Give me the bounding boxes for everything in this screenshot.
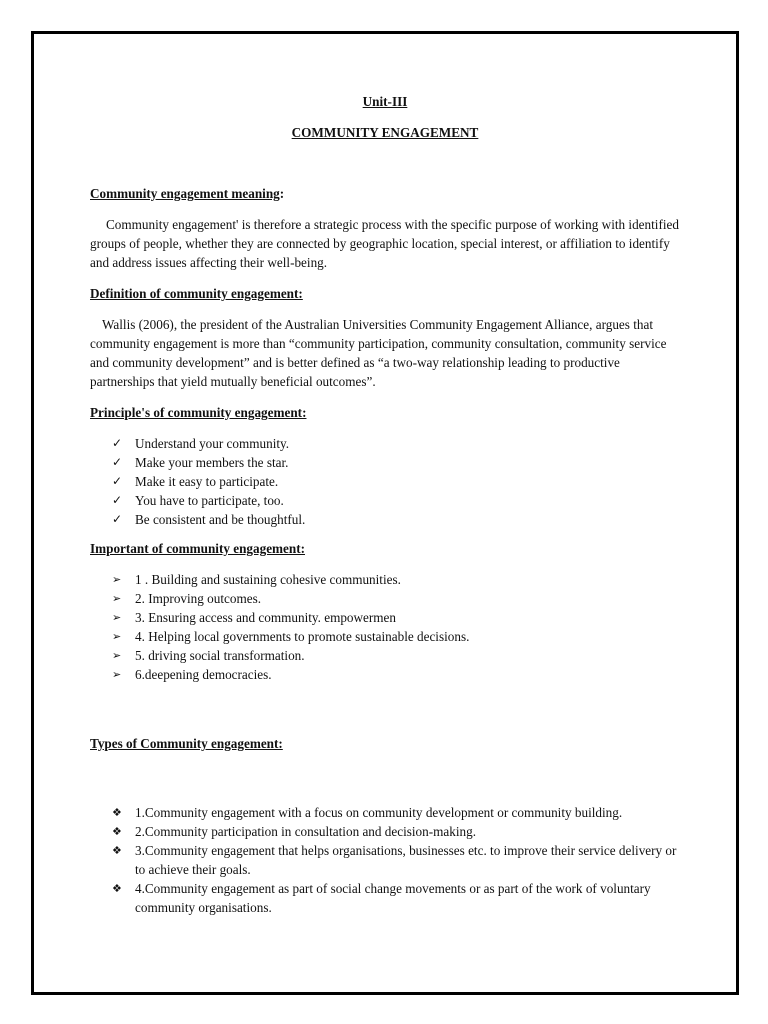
arrow-bullet-icon: ➢ (112, 630, 122, 643)
definition-heading (90, 284, 680, 303)
list-item (90, 822, 680, 841)
list-item-text: Make your members the star. (135, 455, 289, 470)
definition-paragraph: Wallis (2006), the president of the Australian Universities Community Engagement Alliance, argues that community engagement is more than “community participation, community consultation, community service and community development” and is better defined as “a two-way relationship leading to productive partnerships that yield mutually beneficial outcomes”. (90, 317, 667, 389)
list-item (90, 453, 680, 472)
list-item (90, 841, 680, 879)
list-item-text: 4.Community engagement as part of social change movements or as part of the work of voluntary community organisations. (135, 881, 651, 915)
types-heading-text: Types of Community engagement: (90, 736, 283, 751)
list-item-text: 2. Improving outcomes. (135, 591, 261, 606)
unit-heading: Unit-III (362, 94, 408, 109)
meaning-heading-colon: : (279, 186, 285, 201)
list-item (90, 434, 680, 453)
meaning-heading-text: Community engagement meaning (90, 186, 280, 201)
check-icon: ✓ (112, 436, 123, 450)
list-item-text: 5. driving social transformation. (135, 648, 305, 663)
check-icon: ✓ (112, 493, 123, 507)
principles-heading (90, 403, 680, 422)
list-item-text: 4. Helping local governments to promote sustainable decisions. (135, 629, 470, 644)
list-item (90, 589, 680, 608)
list-item-text: 1 . Building and sustaining cohesive communities. (135, 572, 401, 587)
importance-list (90, 570, 680, 684)
arrow-bullet-icon: ➢ (112, 592, 122, 605)
types-heading (90, 734, 680, 753)
diamond-bullet-icon: ❖ (112, 882, 122, 895)
diamond-bullet-icon: ❖ (112, 806, 122, 819)
meaning-paragraph: Community engagement' is therefore a strategic process with the specific purpose of working with identified groups of people, whether they are connected by geographic location, special interest, or affiliation to identify and address issues affecting their well-being. (90, 217, 679, 270)
list-item-text: 3.Community engagement that helps organisations, businesses etc. to improve their service delivery or to achieve their goals. (135, 843, 677, 877)
types-list (90, 803, 680, 917)
document-body (90, 92, 680, 927)
list-item (90, 570, 680, 589)
check-icon: ✓ (112, 474, 123, 488)
arrow-bullet-icon: ➢ (112, 649, 122, 662)
spacer (90, 694, 680, 734)
list-item (90, 627, 680, 646)
meaning-heading (90, 184, 680, 203)
check-icon: ✓ (112, 455, 123, 469)
list-item (90, 472, 680, 491)
list-item-text: 2.Community participation in consultation and decision-making. (135, 824, 476, 839)
list-item-text: 1.Community engagement with a focus on community development or community building. (135, 805, 623, 820)
list-item (90, 491, 680, 510)
arrow-bullet-icon: ➢ (112, 668, 122, 681)
check-icon: ✓ (112, 512, 123, 526)
list-item-text: 3. Ensuring access and community. empowermen (135, 610, 396, 625)
arrow-bullet-icon: ➢ (112, 573, 122, 586)
list-item-text: Make it easy to participate. (135, 474, 279, 489)
importance-heading (90, 539, 680, 558)
list-item (90, 803, 680, 822)
diamond-bullet-icon: ❖ (112, 844, 122, 857)
spacer (90, 765, 680, 803)
document-title: COMMUNITY ENGAGEMENT (291, 125, 479, 140)
list-item (90, 608, 680, 627)
diamond-bullet-icon: ❖ (112, 825, 122, 838)
definition-heading-text: Definition of community engagement: (90, 286, 303, 301)
principles-heading-text: Principle's of community engagement: (90, 405, 307, 420)
list-item (90, 646, 680, 665)
list-item (90, 665, 680, 684)
arrow-bullet-icon: ➢ (112, 611, 122, 624)
principles-list (90, 434, 680, 529)
list-item-text: 6.deepening democracies. (135, 667, 272, 682)
list-item (90, 879, 680, 917)
list-item (90, 510, 680, 529)
list-item-text: Understand your community. (135, 436, 290, 451)
importance-heading-text: Important of community engagement: (90, 541, 305, 556)
list-item-text: You have to participate, too. (135, 493, 284, 508)
list-item-text: Be consistent and be thoughtful. (135, 512, 306, 527)
